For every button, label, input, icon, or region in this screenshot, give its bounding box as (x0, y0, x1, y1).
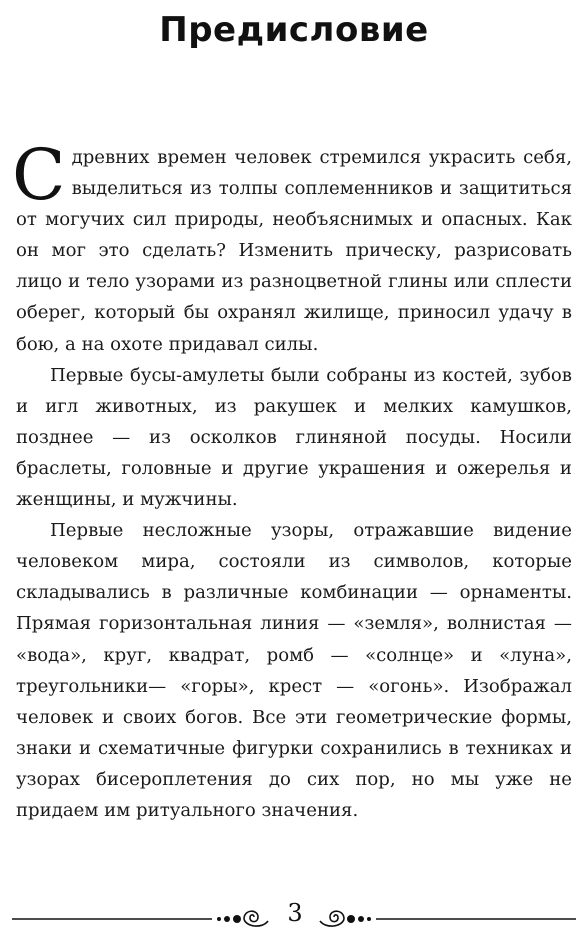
chapter-title: Предисловие (159, 10, 429, 50)
paragraph-1-text: древних времен человек стремился украсить себя, выделиться из толпы соплеменников и защититься от могучих сил природы, необъяснимых и опасных. Как он мог это сделать? Изменить прическу, разрисовать лицо и тело узорами из разноцветной глины или сплести оберег, который бы охранял жилище, приносил удачу в бою, а на охоте придавал силы. (16, 147, 572, 355)
drop-cap: С (12, 134, 66, 216)
page-number: 3 (287, 899, 303, 927)
body-text (12, 134, 572, 826)
paragraph-1 (12, 134, 572, 360)
paragraph-2: Первые бусы-амулеты были собраны из костей, зубов и игл животных, из ракушек и мелких камушков, позднее — из осколков глиняной посуды. Носили браслеты, головные и другие украшения и ожерелья и женщины, и мужчины. (16, 364, 572, 511)
page-footer (12, 895, 576, 939)
paragraph-3: Первые несложные узоры, отражавшие видение человеком мира, состояли из символов, которые складывались в различные комбинации — орнаменты. Прямая горизонтальная линия — «земля», волнистая — «вода», круг, квадрат, ромб — «солнце» и «луна», треугольники— «горы», крест — «огонь». Изображал человек и своих богов. Все эти геометрические формы, знаки и схематичные фигурки сохранились в техниках и узорах бисероплетения до сих пор, но мы уже не придаем им ритуального значения. (16, 520, 572, 821)
